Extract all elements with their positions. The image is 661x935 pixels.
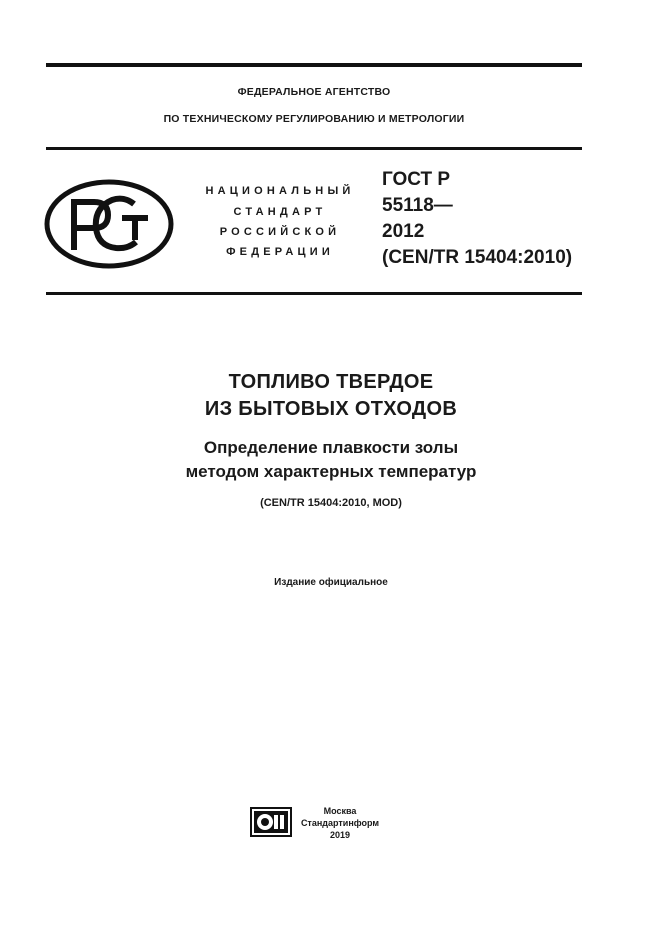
publication-year: 2019 xyxy=(329,830,351,840)
standard-designation xyxy=(382,167,582,271)
document-subtitle-line-2: методом характерных температур xyxy=(185,462,477,481)
edition-label: Издание официальное xyxy=(274,577,388,588)
publisher-city: Москва xyxy=(323,806,357,816)
designation-line-2: 55118— xyxy=(382,195,453,216)
standartinform-logo-icon xyxy=(250,807,292,837)
publisher-name: Стандартинформ xyxy=(300,818,380,828)
designation-line-3: 2012 xyxy=(382,221,425,242)
top-rule xyxy=(46,63,582,67)
national-standard-label-4: ФЕДЕРАЦИИ xyxy=(226,246,334,258)
header-rule xyxy=(46,147,582,150)
national-standard-label-3: РОССИЙСКОЙ xyxy=(219,226,341,238)
document-title-line-2: ИЗ БЫТОВЫХ ОТХОДОВ xyxy=(204,398,458,420)
national-standard-label-1: НАЦИОНАЛЬНЫЙ xyxy=(205,185,355,197)
document-subtitle-line-1: Определение плавкости золы xyxy=(203,438,459,457)
agency-line-1: ФЕДЕРАЛЬНОЕ АГЕНТСТВО xyxy=(237,86,391,98)
rst-certification-mark-icon xyxy=(44,178,174,270)
designation-line-4: (CEN/TR 15404:2010) xyxy=(382,247,573,268)
designation-line-1: ГОСТ Р xyxy=(382,169,451,190)
modification-note: (CEN/TR 15404:2010, MOD) xyxy=(260,497,402,509)
agency-line-2: ПО ТЕХНИЧЕСКОМУ РЕГУЛИРОВАНИЮ И МЕТРОЛОГИИ xyxy=(163,113,465,125)
block-bottom-rule xyxy=(46,292,582,295)
national-standard-label-2: СТАНДАРТ xyxy=(233,206,327,218)
document-title-line-1: ТОПЛИВО ТВЕРДОЕ xyxy=(228,371,434,393)
